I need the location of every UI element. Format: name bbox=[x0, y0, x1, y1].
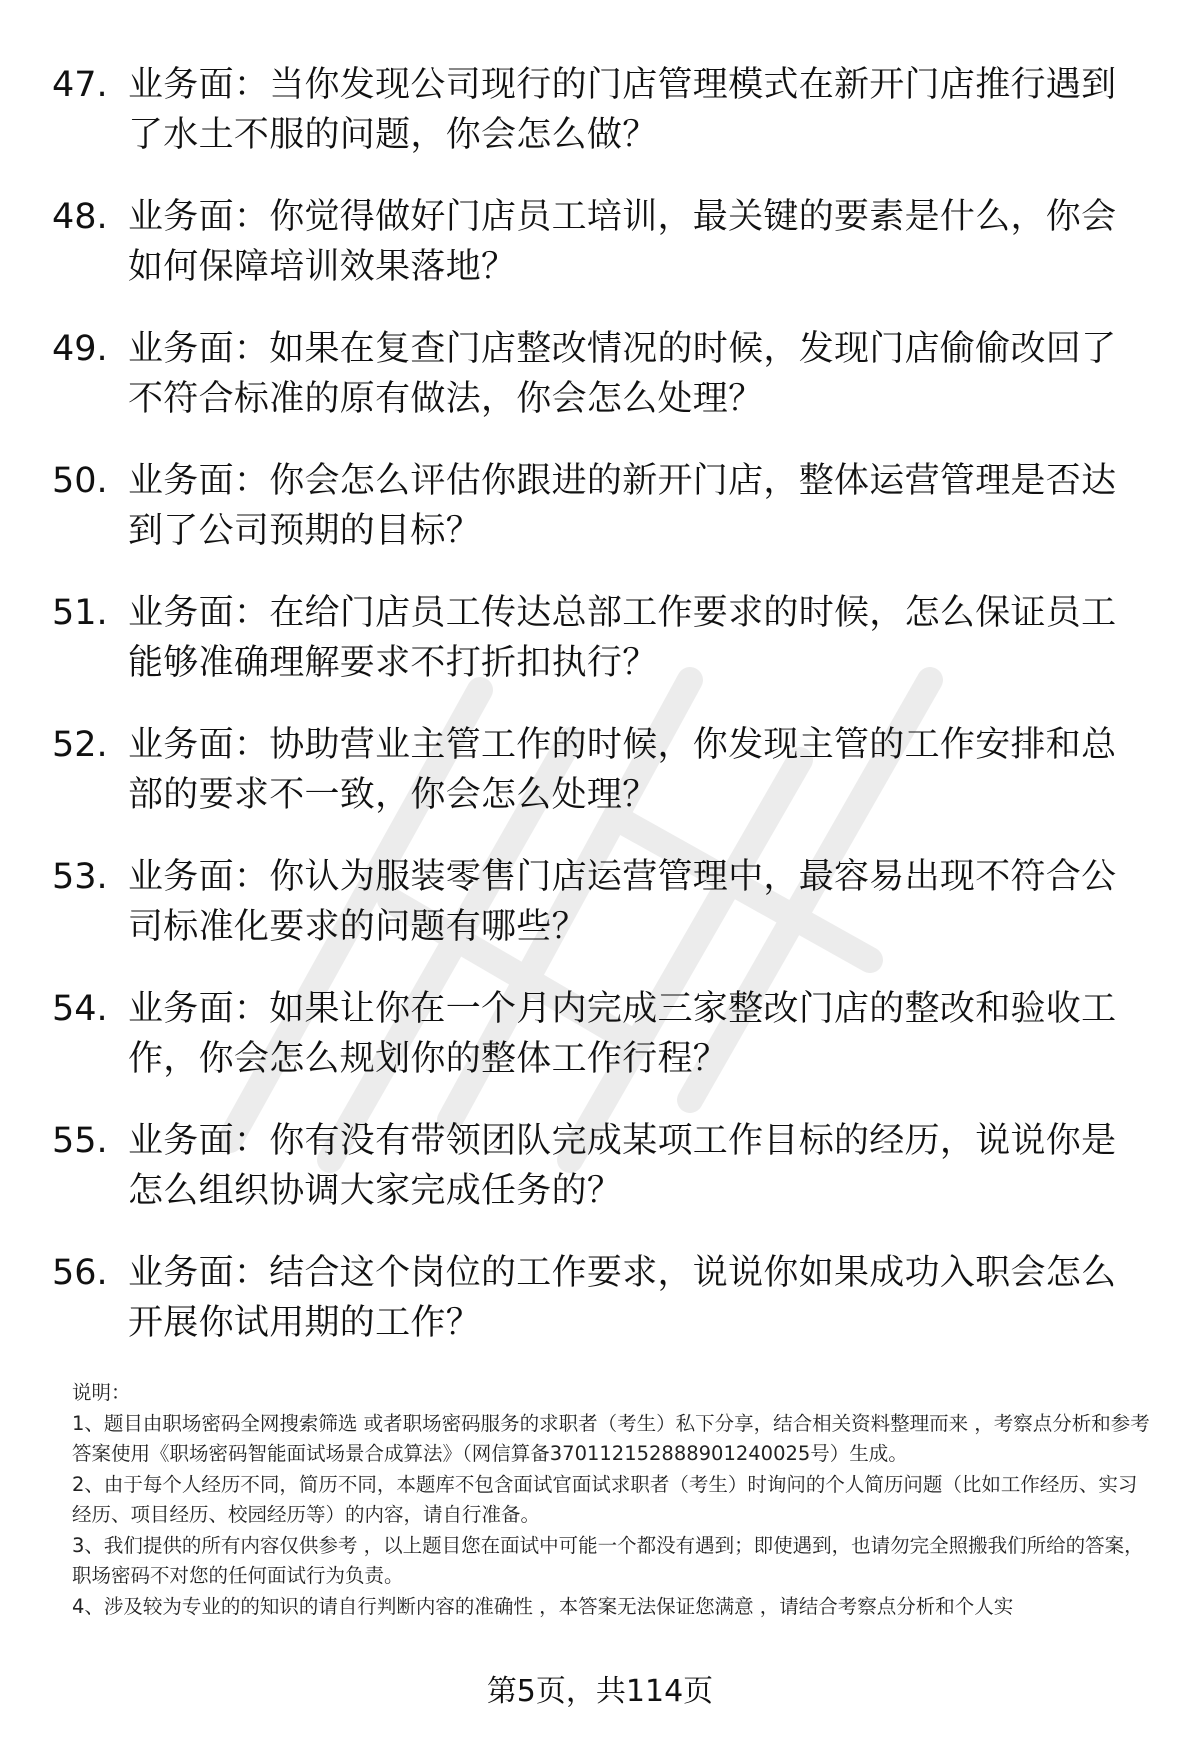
question-item bbox=[52, 984, 1152, 1116]
note-item: 2、由于每个人经历不同，简历不同，本题库不包含面试官面试求职者（考生）时询问的个人简历问题（比如工作经历、实习经历、项目经历、校园经历等）的内容，请自行准备。 bbox=[72, 1472, 1138, 1526]
question-item bbox=[52, 324, 1152, 456]
question-text: 业务面：如果让你在一个月内完成三家整改门店的整改和验收工作，你会怎么规划你的整体工作行程？ bbox=[128, 989, 1117, 1079]
question-number: 48. bbox=[52, 197, 108, 237]
question-text: 业务面：如果在复查门店整改情况的时候，发现门店偷偷改回了不符合标准的原有做法，你会怎么处理？ bbox=[128, 329, 1117, 419]
question-item bbox=[52, 588, 1152, 720]
question-text: 业务面：你会怎么评估你跟进的新开门店，整体运营管理是否达到了公司预期的目标？ bbox=[128, 461, 1117, 551]
question-number: 50. bbox=[52, 461, 108, 501]
note-item: 3、我们提供的所有内容仅供参考 ，以上题目您在面试中可能一个都没有遇到；即使遇到，也请勿完全照搬我们所给的答案，职场密码不对您的任何面试行为负责。 bbox=[72, 1533, 1144, 1587]
question-text: 业务面：你认为服装零售门店运营管理中，最容易出现不符合公司标准化要求的问题有哪些？ bbox=[128, 857, 1117, 947]
question-number: 53. bbox=[52, 857, 108, 897]
question-list bbox=[52, 60, 1152, 1380]
notes-section bbox=[72, 1378, 1152, 1622]
note-item: 4、涉及较为专业的的知识的请自行判断内容的准确性 ，本答案无法保证您满意 ，请结合考察点分析和个人实 bbox=[72, 1594, 1014, 1618]
question-number: 56. bbox=[52, 1253, 108, 1293]
question-text: 业务面：结合这个岗位的工作要求，说说你如果成功入职会怎么开展你试用期的工作？ bbox=[128, 1253, 1117, 1343]
question-text: 业务面：当你发现公司现行的门店管理模式在新开门店推行遇到了水土不服的问题，你会怎么做？ bbox=[128, 65, 1117, 155]
question-text: 业务面：在给门店员工传达总部工作要求的时候，怎么保证员工能够准确理解要求不打折扣执行？ bbox=[128, 593, 1117, 683]
question-number: 47. bbox=[52, 65, 108, 105]
question-text: 业务面：你觉得做好门店员工培训，最关键的要素是什么，你会如何保障培训效果落地？ bbox=[128, 197, 1117, 287]
question-number: 51. bbox=[52, 593, 108, 633]
question-number: 54. bbox=[52, 989, 108, 1029]
question-number: 52. bbox=[52, 725, 108, 765]
question-item bbox=[52, 852, 1152, 984]
question-item bbox=[52, 1248, 1152, 1380]
question-item bbox=[52, 456, 1152, 588]
question-number: 55. bbox=[52, 1121, 108, 1161]
note-item: 1、题目由职场密码全网搜索筛选 或者职场密码服务的求职者（考生）私下分享，结合相关资料整理而来 ，考察点分析和参考答案使用《职场密码智能面试场景合成算法》（网信算备370112152888901240025号）生成。 bbox=[72, 1411, 1150, 1465]
question-item bbox=[52, 1116, 1152, 1248]
notes-heading: 说明： bbox=[72, 1381, 131, 1404]
question-text: 业务面：协助营业主管工作的时候，你发现主管的工作安排和总部的要求不一致，你会怎么处理？ bbox=[128, 725, 1117, 815]
question-text: 业务面：你有没有带领团队完成某项工作目标的经历，说说你是怎么组织协调大家完成任务的？ bbox=[128, 1121, 1117, 1211]
page-number: 第5页，共114页 bbox=[486, 1674, 714, 1709]
question-item bbox=[52, 192, 1152, 324]
question-item bbox=[52, 60, 1152, 192]
question-number: 49. bbox=[52, 329, 108, 369]
question-item bbox=[52, 720, 1152, 852]
